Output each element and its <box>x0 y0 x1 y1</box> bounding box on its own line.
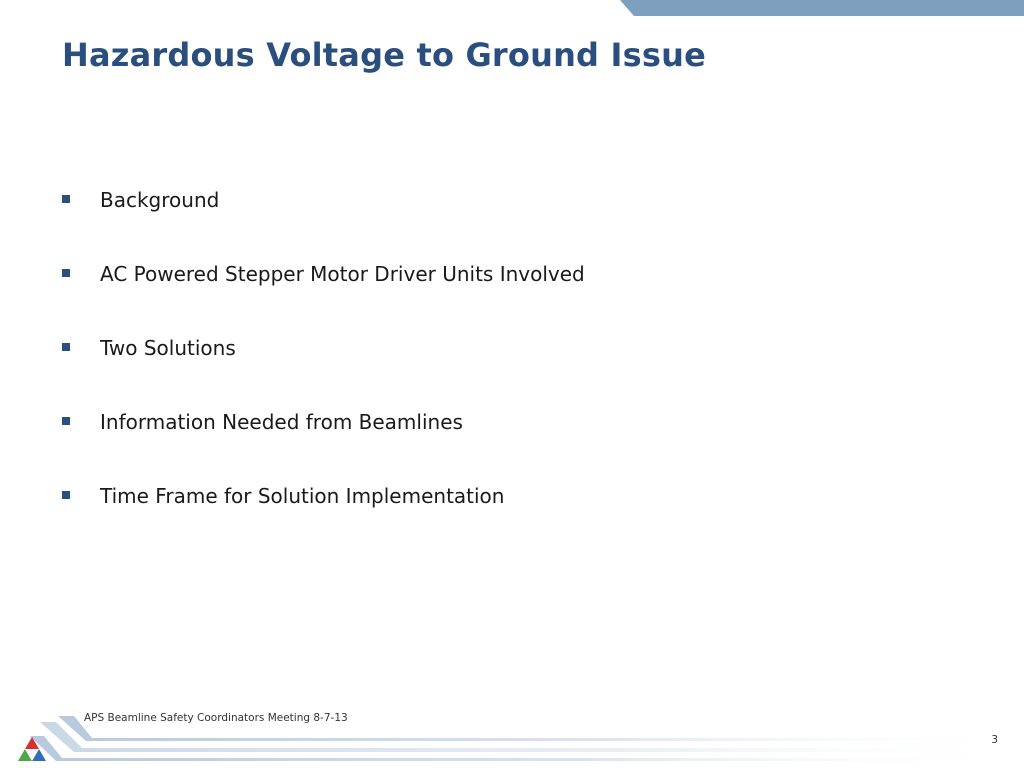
bullet-text: Time Frame for Solution Implementation <box>100 484 505 508</box>
bullet-text: Background <box>100 188 220 212</box>
square-bullet-icon <box>62 343 70 351</box>
bullet-text: Two Solutions <box>100 336 236 360</box>
top-decorative-band <box>620 0 1024 16</box>
bullet-text: Information Needed from Beamlines <box>100 410 463 434</box>
bullet-text: AC Powered Stepper Motor Driver Units Involved <box>100 262 585 286</box>
square-bullet-icon <box>62 195 70 203</box>
square-bullet-icon <box>62 417 70 425</box>
argonne-logo-icon <box>18 736 46 762</box>
slide-title: Hazardous Voltage to Ground Issue <box>62 36 706 74</box>
square-bullet-icon <box>62 269 70 277</box>
footer-meeting-text: APS Beamline Safety Coordinators Meeting 8-7-13 <box>84 712 348 724</box>
page-number: 3 <box>991 734 998 746</box>
square-bullet-icon <box>62 491 70 499</box>
